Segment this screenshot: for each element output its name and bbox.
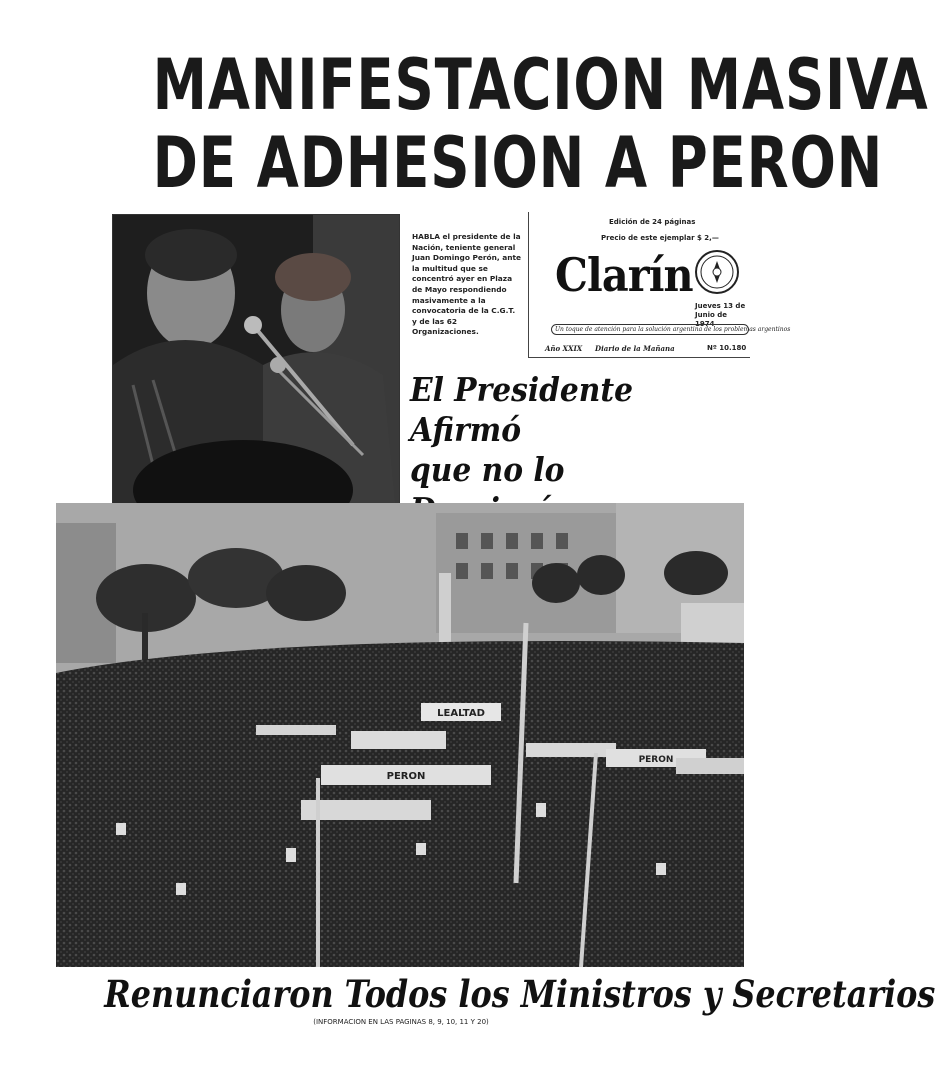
clarin-logo: Clarín [555, 248, 693, 302]
photo-caption: HABLA el presidente de la Nación, teniente general Juan Domingo Perón, ante la multitud que se concentró ayer en Plaza de Mayo respondiendo masivamente a la convocatoria de la C.G.T. y de las 62 Organizaciones. [412, 232, 522, 337]
issue-date: Jueves 13 de Junio de 1974 [695, 302, 746, 328]
masthead-slogan: Un toque de atención para la solución argentina de los problemas argentinos [551, 324, 749, 335]
peron-speaking-photo [112, 214, 400, 546]
subheadline-line-1: El Presidente Afirmó [410, 370, 634, 449]
buenos-aires-emblem-icon [695, 250, 739, 294]
perones-banner: PERON [638, 755, 674, 765]
peron-banner: PERON [386, 771, 426, 782]
lealtad-banner: LEALTAD [437, 708, 485, 719]
issue-year: Año XXIX [545, 344, 583, 353]
issue-number: Nº 10.180 [707, 344, 747, 352]
bottom-headline: Renunciaron Todos los Ministros y Secretarios [104, 972, 935, 1016]
issue-price: Precio de este ejemplar $ 2,— [601, 234, 719, 242]
crowd-photo-illustration [56, 503, 744, 967]
plaza-de-mayo-crowd-photo [56, 503, 744, 967]
newspaper-masthead [528, 212, 791, 358]
daily-label: Diario de la Mañana [595, 344, 675, 353]
edition-pages: Edición de 24 páginas [609, 218, 696, 226]
page-reference-note: (INFORMACION EN LAS PAGINAS 8, 9, 10, 11 Y 20) [313, 1018, 489, 1026]
peron-photo-illustration [113, 215, 399, 545]
main-headline-line-2: DE ADHESION A PERON [152, 122, 884, 204]
subheadline-line-2: que no lo [410, 450, 565, 489]
main-headline-line-1: MANIFESTACION MASIVA [152, 44, 929, 126]
